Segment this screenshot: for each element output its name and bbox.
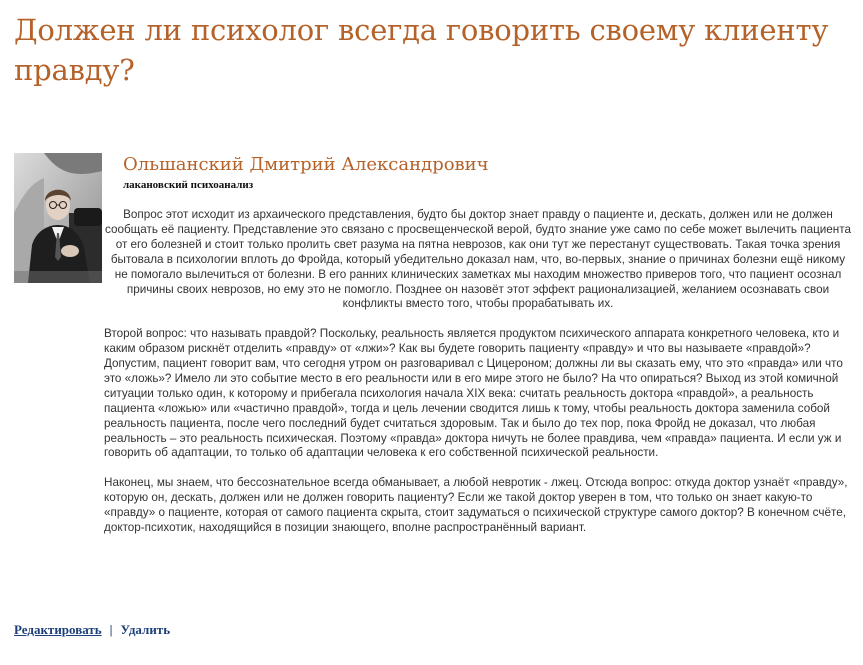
article-paragraph: Вопрос этот исходит из архаического представления, будто бы доктор знает правду о пациенте и, дескать, должен или не должен сообщать её пациенту. Представление это связано с просвещенческой верой, будто знание уже само по себе может вылечить пациента от его болезней и стоит только пролить свет разума на пятна неврозов, как они тут же перестанут существовать. Такая точка зрения бытовала в психологии вплоть до Фройда, который убедительно доказал нам, что, во-первых, знание о причинах болезни ещё никому не помогало вылечиться от болезни. В его ранних клинических заметках мы находим множество приверов того, что пациент осознал причины своих неврозов, но ему это не помогло. Позднее он назовёт этот эффект рационализацией, желанием осознавать свои конфликты вместо того, чтобы прорабатывать их.	[105, 208, 851, 311]
article-paragraph: Второй вопрос: что называть правдой? Поскольку, реальность является продуктом психического аппарата конкретного человека, кто и каким образом рискнёт отделить «правду» от «лжи»? Как вы будете говорить пациенту «правду» и что вы называете «правдой»? Допустим, пациент говорит вам, что сегодня утром он разговаривал с Цицероном; должны ли вы сказать ему, что это «правда» или что это «ложь»? Имело ли это событие место в его реальности или в его мире этого не было? На что опираться? Выход из этой комичной ситуации только один, к которому и прибегала психология начала XIX века: считать реальность доктора «правдой», а реальность пациента «ложью» или «частично правдой», тогда и цель лечении сводится лишь к тому, чтобы реальность доктора заменила собой реальность пациента, после чего последний будет считаться здоровым. Так и было до тех пор, пока Фройд не доказал, что любая реальность – это реальность психическая. Поэтому «правда» доктора ничуть не более правдива, чем «правда» пациента. И если уж и говорить об адаптации, то только об адаптации человека к его собственной психической реальности.	[104, 327, 843, 460]
article-body	[104, 208, 852, 551]
page-title: Должен ли психолог всегда говорить своему клиенту правду?	[14, 13, 829, 87]
author-photo	[14, 153, 102, 283]
actions-separator: |	[109, 622, 113, 637]
author-school: лакановский психоанализ	[123, 179, 254, 191]
author-name[interactable]: Ольшанский Дмитрий Александрович	[123, 154, 489, 175]
edit-link[interactable]: Редактировать	[14, 622, 102, 637]
delete-link[interactable]: Удалить	[120, 622, 171, 637]
post-actions	[14, 622, 170, 638]
article-paragraph: Наконец, мы знаем, что бессознательное всегда обманывает, а любой невротик - лжец. Отсюда вопрос: откуда доктор узнаёт «правду», которую он, дескать, должен или не должен говорить пациенту? Если же такой доктор уверен в том, что только он знает какую-то «правду» о пациенте, которая от самого пациента скрыта, стоит задуматься о психической структуре самого доктор? В конечном счёте, доктор-психотик, находящийся в позиции знающего, вполне распространённый вариант.	[104, 476, 848, 534]
author-photo-image	[14, 153, 102, 283]
